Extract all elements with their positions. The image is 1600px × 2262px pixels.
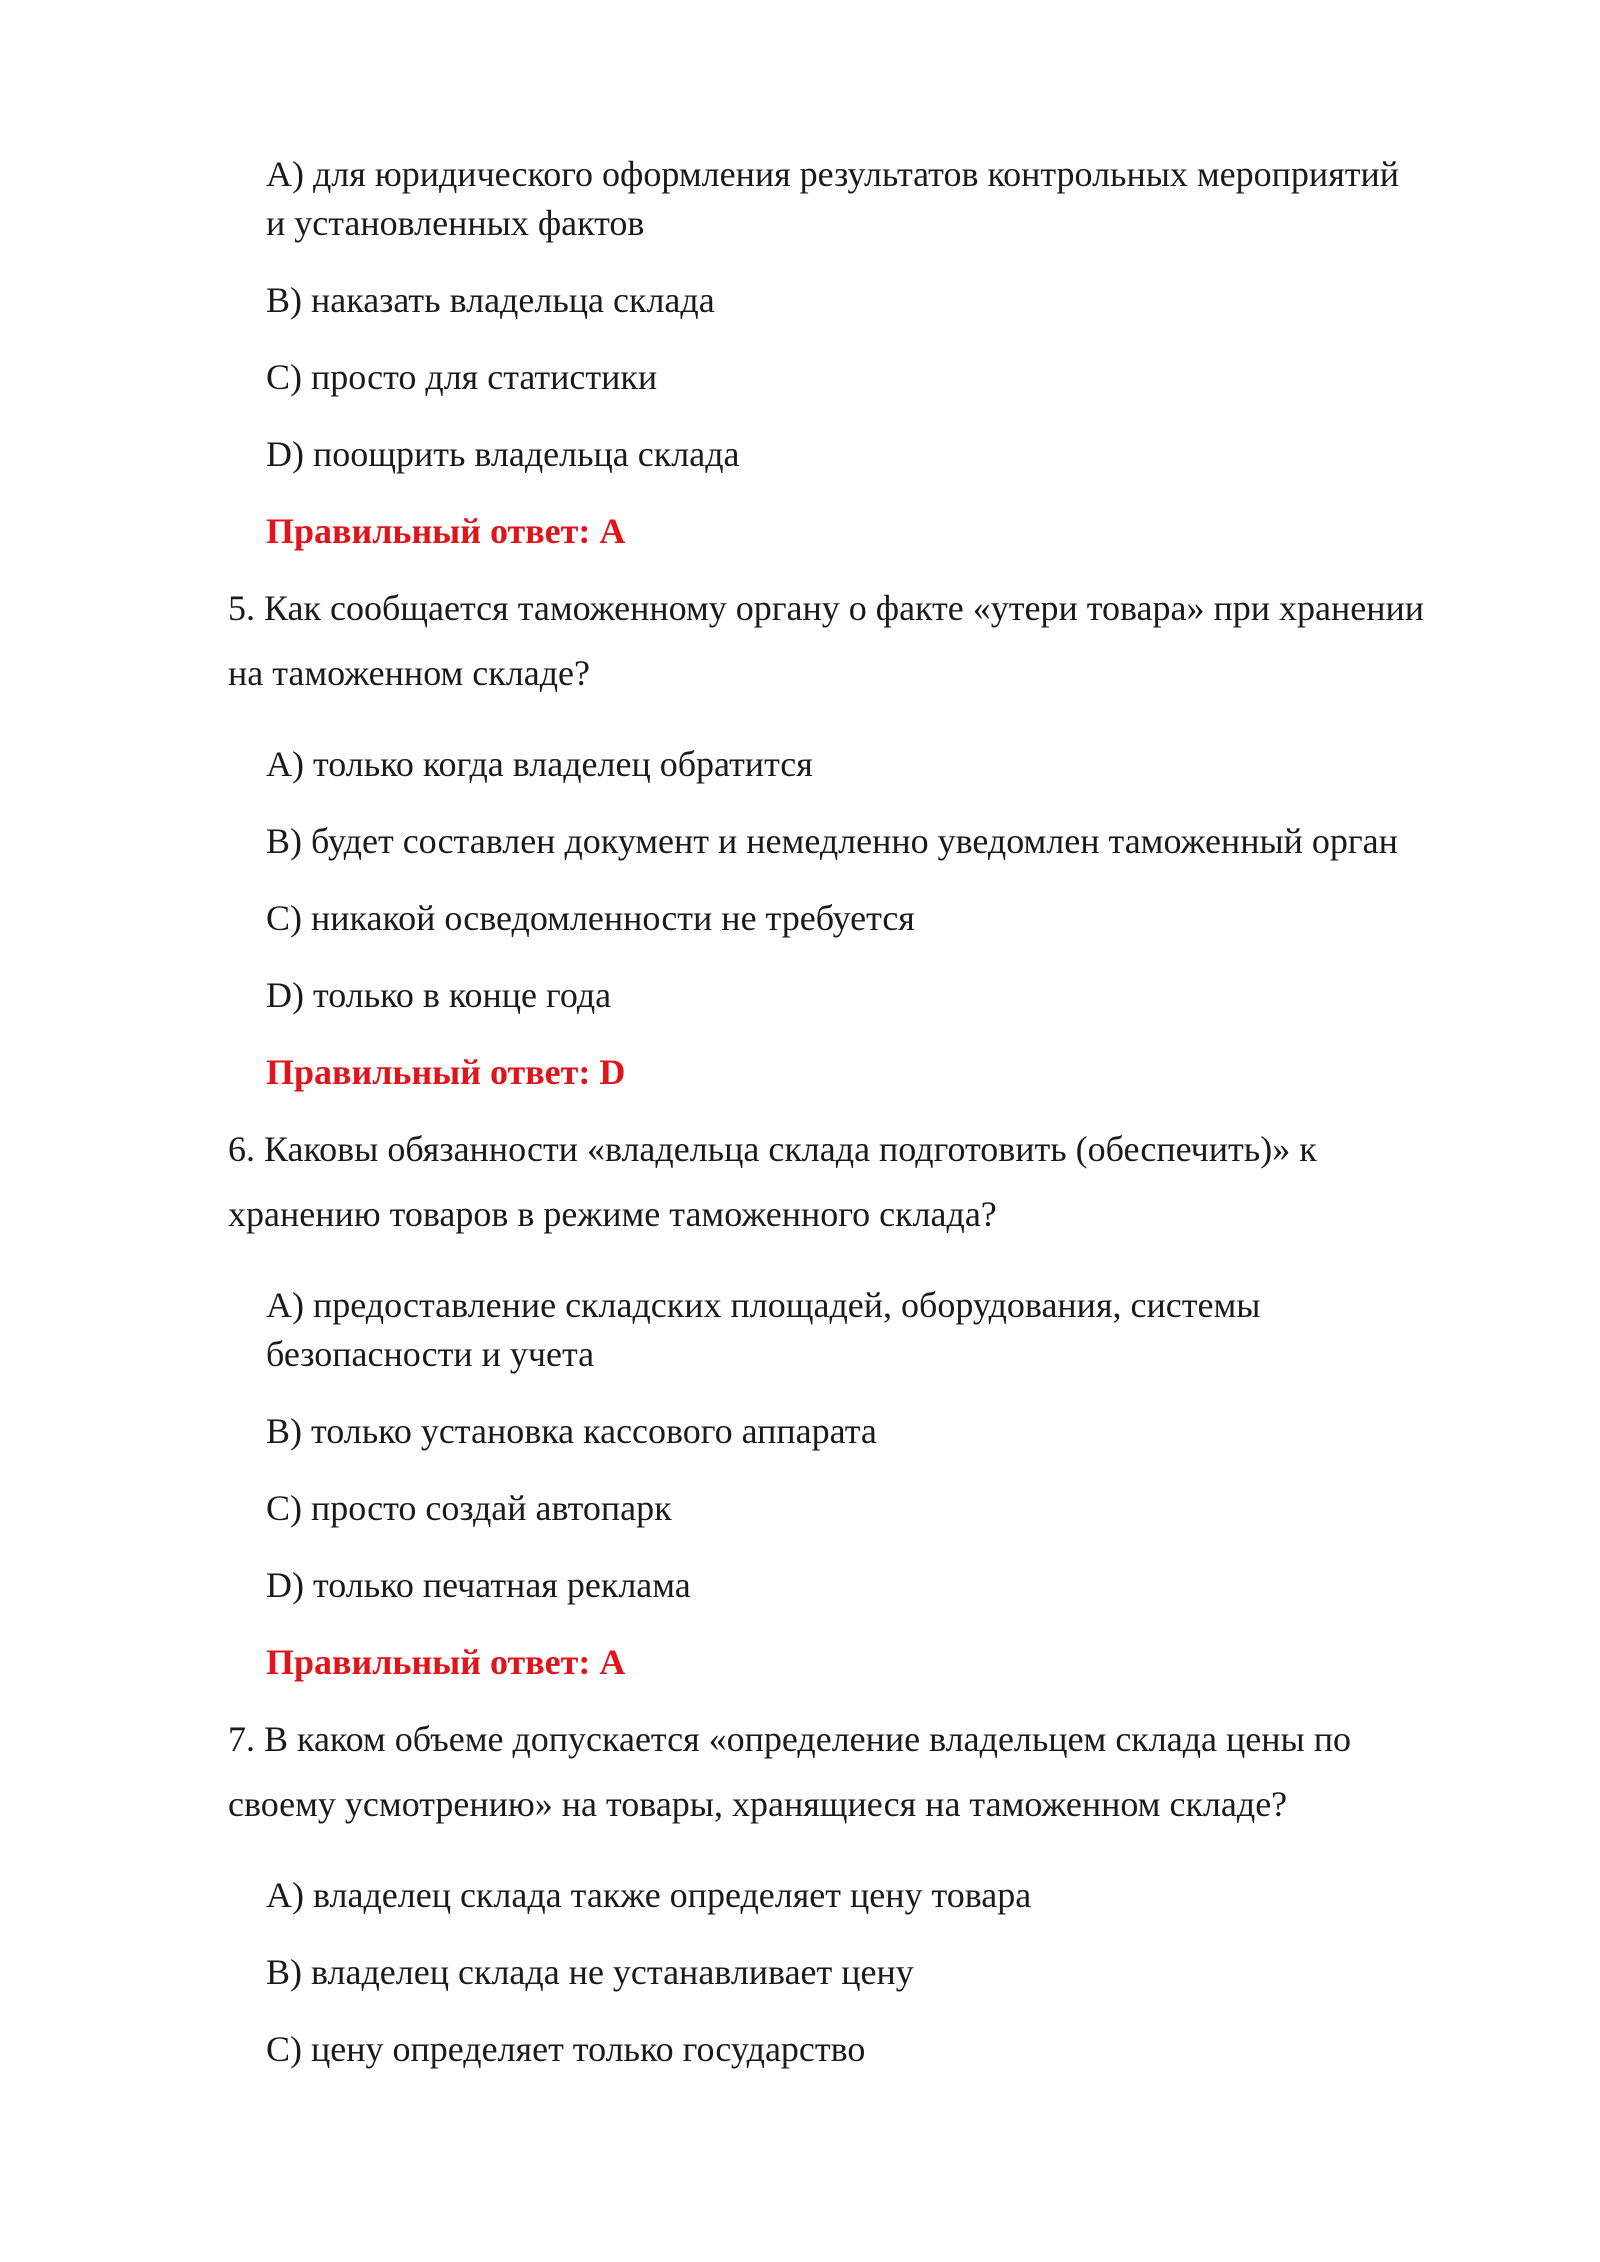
q7-option-a: А) владелец склада также определяет цену товара (266, 1875, 1032, 1915)
q4-option-a-line2: и установленных фактов (266, 203, 645, 243)
q6-option-b: В) только установка кассового аппарата (266, 1411, 877, 1451)
q4-option-d: D) поощрить владельца склада (266, 434, 740, 474)
q4-correct-answer: Правильный ответ: А (266, 511, 626, 551)
q7-text-line2: своему усмотрению» на товары, хранящиеся на таможенном складе? (228, 1784, 1288, 1824)
q6-text-line2: хранению товаров в режиме таможенного склада? (228, 1194, 997, 1234)
q6-option-d: D) только печатная реклама (266, 1565, 691, 1605)
q5-text-line1: 5. Как сообщается таможенному органу о факте «утери товара» при хранении (228, 588, 1425, 628)
q4-option-c: С) просто для статистики (266, 357, 658, 397)
q6-option-a-line2: безопасности и учета (266, 1334, 595, 1374)
q5-text-line2: на таможенном складе? (228, 653, 590, 693)
q5-option-b: В) будет составлен документ и немедленно уведомлен таможенный орган (266, 821, 1398, 861)
q6-option-a-line1: А) предоставление складских площадей, оборудования, системы (266, 1285, 1261, 1325)
q5-option-d: D) только в конце года (266, 975, 612, 1015)
q6-text-line1: 6. Каковы обязанности «владельца склада подготовить (обеспечить)» к (228, 1129, 1317, 1169)
q5-option-c: С) никакой осведомленности не требуется (266, 898, 915, 938)
q6-correct-answer: Правильный ответ: А (266, 1642, 626, 1682)
q7-text-line1: 7. В каком объеме допускается «определение владельцем склада цены по (228, 1719, 1351, 1759)
q6-option-c: С) просто создай автопарк (266, 1488, 672, 1528)
q4-option-a-line1: А) для юридического оформления результатов контрольных мероприятий (266, 154, 1400, 194)
q7-option-b: В) владелец склада не устанавливает цену (266, 1952, 914, 1992)
q7-option-c: С) цену определяет только государство (266, 2029, 866, 2069)
q5-option-a: А) только когда владелец обратится (266, 744, 813, 784)
q5-correct-answer: Правильный ответ: D (266, 1052, 626, 1092)
q4-option-b: В) наказать владельца склада (266, 280, 715, 320)
